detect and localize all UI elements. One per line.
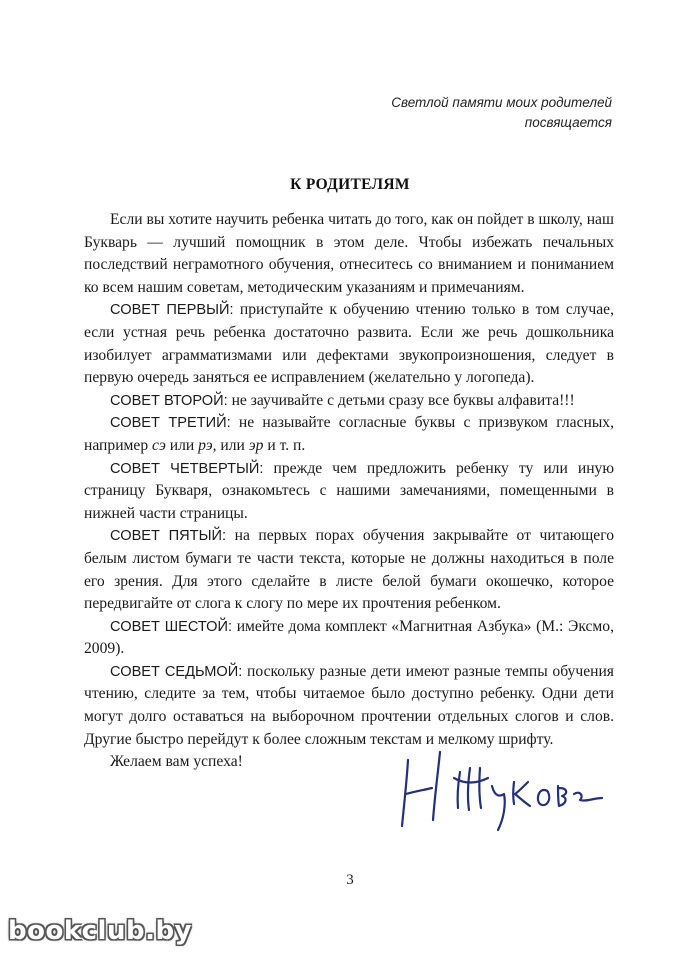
dedication-line-1: Светлой памяти моих родителей: [391, 95, 612, 110]
advice-3-example-2: рэ,: [198, 436, 217, 454]
advice-3-connector-1: или: [165, 436, 199, 454]
advice-2: [84, 390, 614, 413]
intro-paragraph: Если вы хотите научить ребенка читать до того, как он пойдет в школу, наш Букварь — лучший помощник в этом деле. Чтобы избежать печальных последствий неграмотного обучения, отнеситесь со вниманием и пониманием ко всем нашим советам, методическим указаниям и примечаниям.: [84, 211, 614, 296]
advice-4: [84, 458, 614, 526]
advice-3-text: не называйте согласные буквы с призвуком гласных, например: [84, 414, 615, 454]
advice-3-label: СОВЕТ ТРЕТИЙ:: [110, 415, 231, 432]
body-text: [84, 209, 614, 774]
advice-7-text: поскольку разные дети имеют разные темпы обучения чтению, следите за тем, чтобы читаемое было доступно ребенку. Одни дети могут долго оставаться на выборочном прочтении отдельных слогов и слов. Другие быстро перейдут к более сложным текстам и мелкому шрифту.: [84, 662, 614, 748]
advice-4-label: СОВЕТ ЧЕТВЕРТЫЙ:: [110, 460, 264, 477]
advice-3-text-end: и т. п.: [263, 436, 306, 454]
advice-4-text: прежде чем предложить ребенку ту или иную страницу Букваря, ознакомьтесь с нашими замечаниями, помещенными в нижней части страницы.: [84, 459, 614, 522]
advice-6-label: СОВЕТ ШЕСТОЙ:: [110, 618, 233, 635]
handwritten-signature: [398, 738, 608, 838]
advice-3-example-1: сэ: [152, 436, 166, 454]
advice-1-label: СОВЕТ ПЕРВЫЙ:: [110, 302, 234, 319]
advice-7-label: СОВЕТ СЕДЬМОЙ:: [110, 663, 243, 680]
dedication: [272, 93, 612, 133]
advice-3-connector-2: или: [216, 436, 249, 454]
advice-6: [84, 616, 614, 661]
page-number: 3: [346, 872, 354, 888]
advice-3-example-3: эр: [248, 436, 264, 454]
advice-1-text: приступайте к обучению чтению только в том случае, если устная речь ребенка достаточно развита. Если же речь дошкольника изобилует аграмматизмами или дефектами звукопроизношения, следует в первую очередь заняться ее исправлением (желательно у логопеда).: [84, 301, 614, 387]
advice-3: [84, 412, 614, 457]
advice-6-text: имейте дома комплект «Магнитная Азбука» (М.: Эксмо, 2009).: [84, 617, 614, 658]
page-title: К РОДИТЕЛЯМ: [290, 176, 410, 193]
advice-5-text: на первых порах обучения закрывайте от читающего белым листом бумаги те части текста, которые не должны находиться в поле его зрения. Для этого сделайте в листе белой бумаги окошечко, которое передвигайте от слога к слогу по мере их прочтения ребенком.: [84, 527, 614, 613]
advice-5-label: СОВЕТ ПЯТЫЙ:: [110, 528, 227, 545]
watermark: bookclub.by: [8, 916, 193, 946]
dedication-line-2: посвящается: [524, 115, 612, 130]
advice-2-text: не заучивайте с детьми сразу все буквы алфавита!!!: [227, 391, 575, 409]
advice-1: [84, 299, 614, 389]
advice-5: [84, 525, 614, 615]
advice-2-label: СОВЕТ ВТОРОЙ:: [110, 392, 228, 409]
closing-line: Желаем вам успеха!: [110, 753, 243, 771]
